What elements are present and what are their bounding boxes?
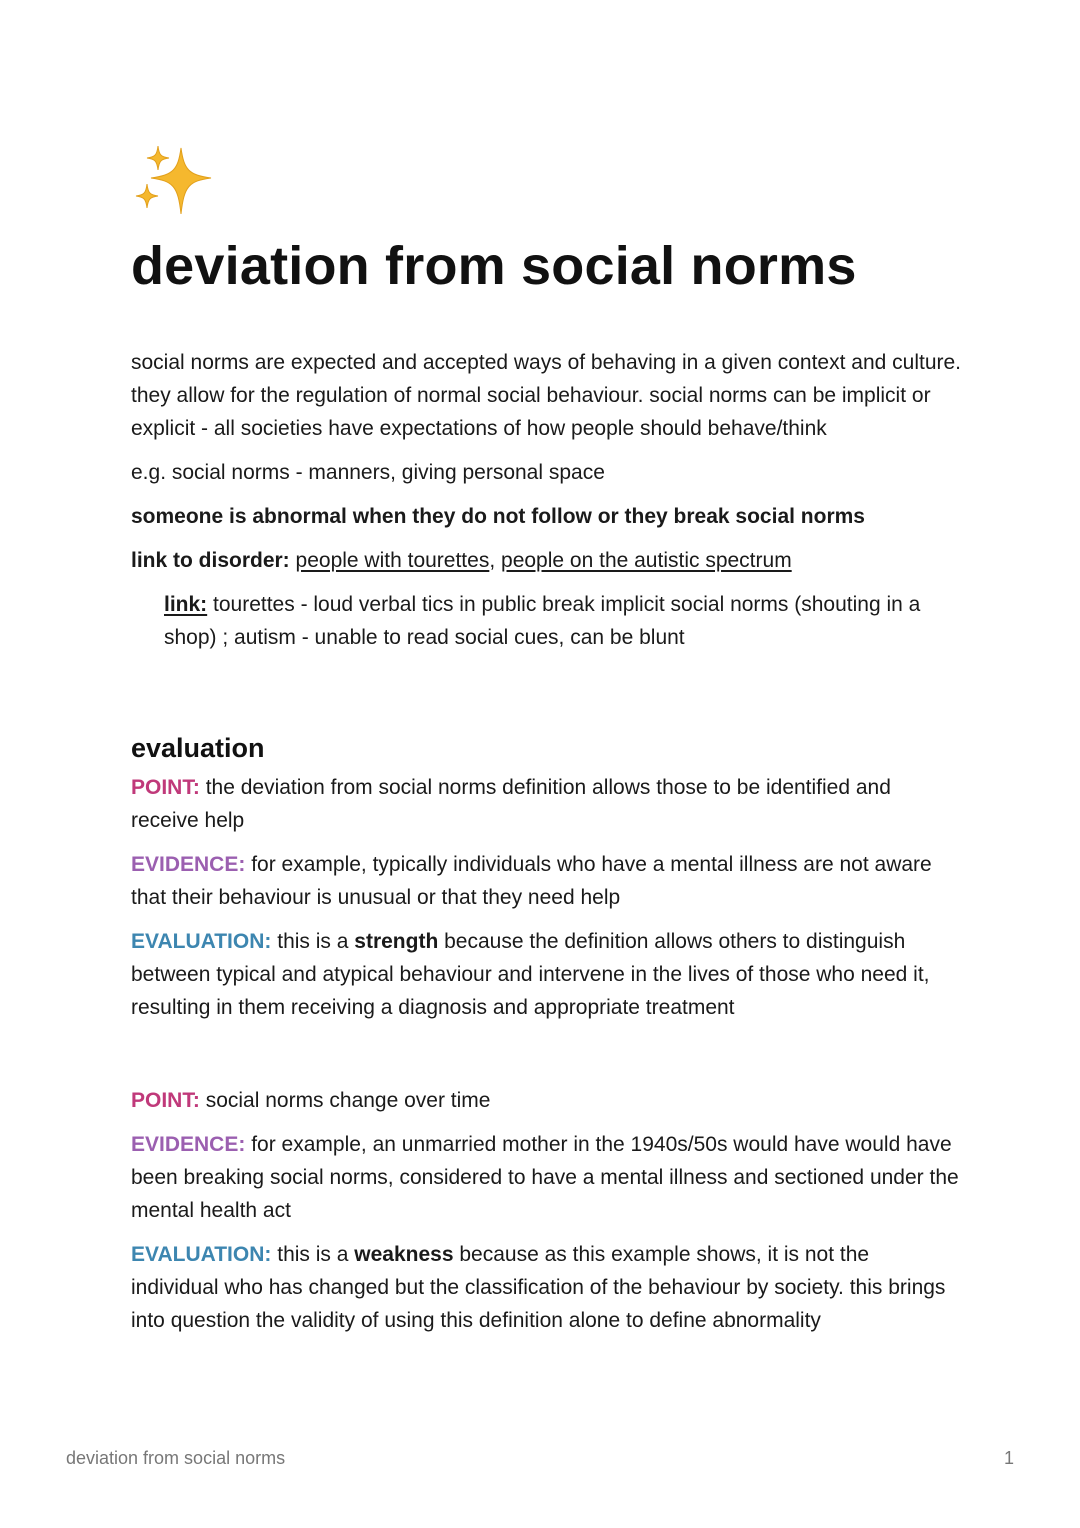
evaluation-paragraph (131, 925, 961, 1024)
disorder-autism: people on the autistic spectrum (501, 548, 792, 572)
evaluation-pre: this is a (277, 1242, 349, 1266)
evaluation-pre: this is a (277, 929, 349, 953)
point-label: POINT: (131, 1088, 200, 1112)
footer-title: deviation from social norms (66, 1448, 286, 1468)
evidence-label: EVIDENCE: (131, 1132, 246, 1156)
point-text: the deviation from social norms definition allows those to be identified and receive help (131, 775, 891, 832)
point-paragraph (131, 771, 961, 837)
evaluation-label: EVALUATION: (131, 1242, 272, 1266)
evidence-text: for example, an unmarried mother in the 1940s/50s would have would have been breaking social norms, considered to have a mental illness and sectioned under the mental health act (131, 1132, 959, 1222)
evidence-label: EVIDENCE: (131, 852, 246, 876)
intro-paragraph: social norms are expected and accepted ways of behaving in a given context and culture. they allow for the regulation of normal social behaviour. social norms can be implicit or explicit - all societies have expectations of how people should behave/think (131, 350, 962, 440)
link-text: tourettes - loud verbal tics in public break implicit social norms (shouting in a shop) ; autism - unable to read social cues, can be blunt (164, 592, 921, 649)
evidence-text: for example, typically individuals who have a mental illness are not aware that their behaviour is unusual or that they need help (131, 852, 932, 909)
evaluation-paragraph (131, 1238, 961, 1337)
evaluation-post: because as this example shows, it is not the individual who has changed but the classification of the behaviour by society. this brings into question the validity of using this definition alone to define abnormality (131, 1242, 946, 1332)
evaluation-label: EVALUATION: (131, 929, 272, 953)
evidence-paragraph (131, 848, 961, 914)
point-text: social norms change over time (205, 1088, 491, 1112)
link-to-disorder (131, 544, 961, 577)
evaluation-post: because the definition allows others to distinguish between typical and atypical behaviour and intervene in the lives of those who need it, resulting in them receiving a diagnosis and appropriate treatment (131, 929, 930, 1019)
document-page (131, 140, 961, 1337)
evaluation-key: strength (354, 929, 439, 953)
evaluation-block-1 (131, 771, 961, 1024)
evaluation-key: weakness (354, 1242, 454, 1266)
page-title: deviation from social norms (131, 236, 857, 296)
link-label: link: (164, 592, 208, 616)
disorder-separator: , (489, 548, 496, 572)
evaluation-block-2 (131, 1084, 961, 1337)
point-paragraph (131, 1084, 961, 1117)
evaluation-heading: evaluation (131, 732, 265, 763)
sparkles-icon (131, 140, 213, 220)
link-to-disorder-label: link to disorder: (131, 548, 290, 572)
evidence-paragraph (131, 1128, 961, 1227)
link-paragraph (131, 588, 961, 654)
point-label: POINT: (131, 775, 200, 799)
disorder-tourettes: people with tourettes (295, 548, 490, 572)
key-statement: someone is abnormal when they do not follow or they break social norms (131, 504, 865, 528)
page-number: 1 (1003, 1448, 1014, 1468)
example-paragraph: e.g. social norms - manners, giving personal space (131, 460, 605, 484)
